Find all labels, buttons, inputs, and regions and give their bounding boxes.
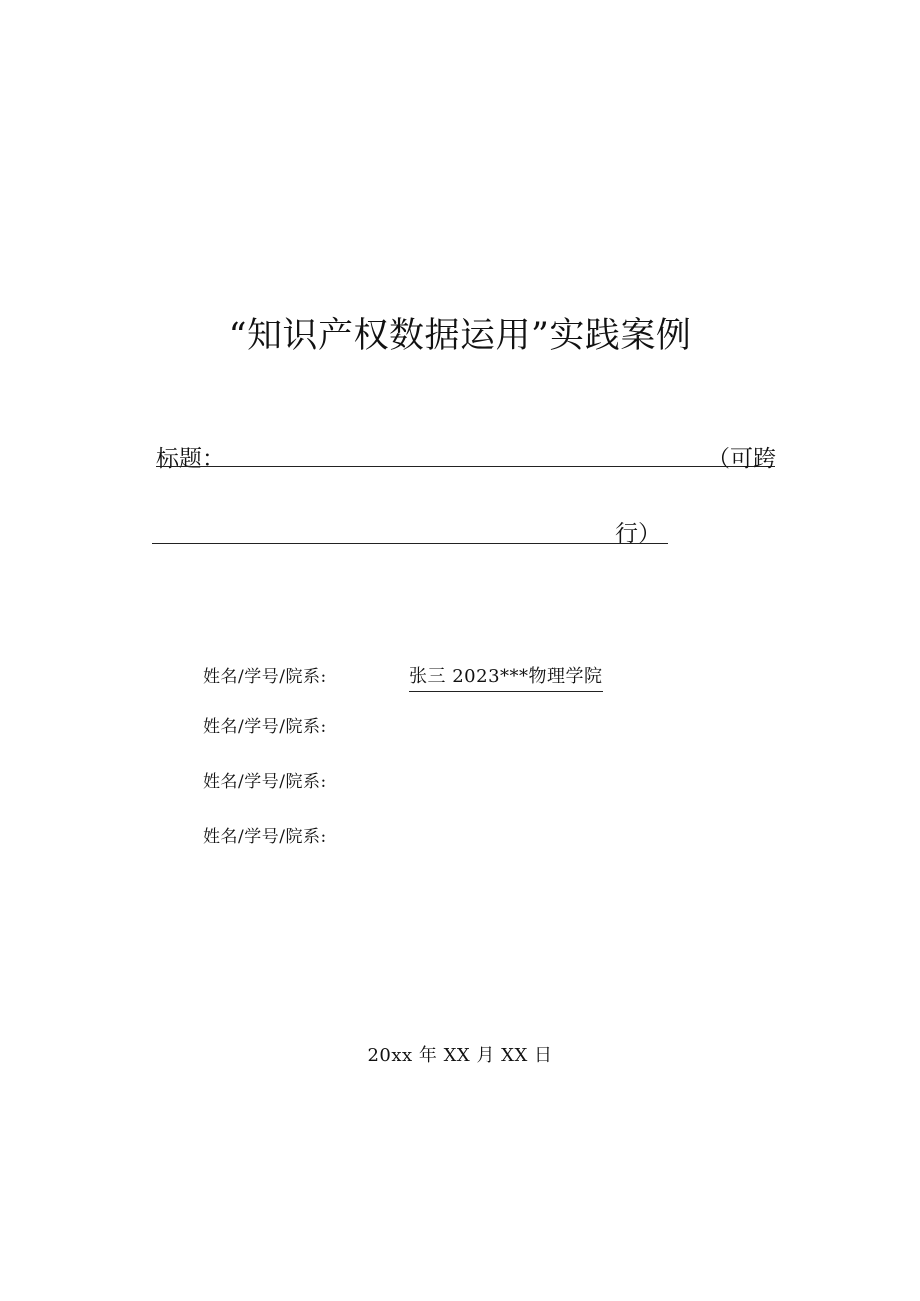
member-label-1: 姓名/学号/院系:: [203, 667, 327, 687]
title-field-note-part2: 行）: [615, 521, 661, 547]
member-value-1: 张三 2023***物理学院: [409, 662, 603, 692]
title-field-note-part1: （可跨: [707, 446, 776, 472]
title-underline-1: [156, 466, 775, 467]
member-label-2: 姓名/学号/院系:: [203, 717, 327, 737]
member-label-3: 姓名/学号/院系:: [203, 772, 327, 792]
member-label-4: 姓名/学号/院系:: [203, 827, 327, 847]
title-field-label: 标题：: [156, 446, 225, 472]
document-date: 20xx 年 XX 月 XX 日: [367, 1045, 553, 1066]
title-underline-2: [152, 543, 668, 544]
document-title: “知识产权数据运用”实践案例: [228, 316, 692, 356]
